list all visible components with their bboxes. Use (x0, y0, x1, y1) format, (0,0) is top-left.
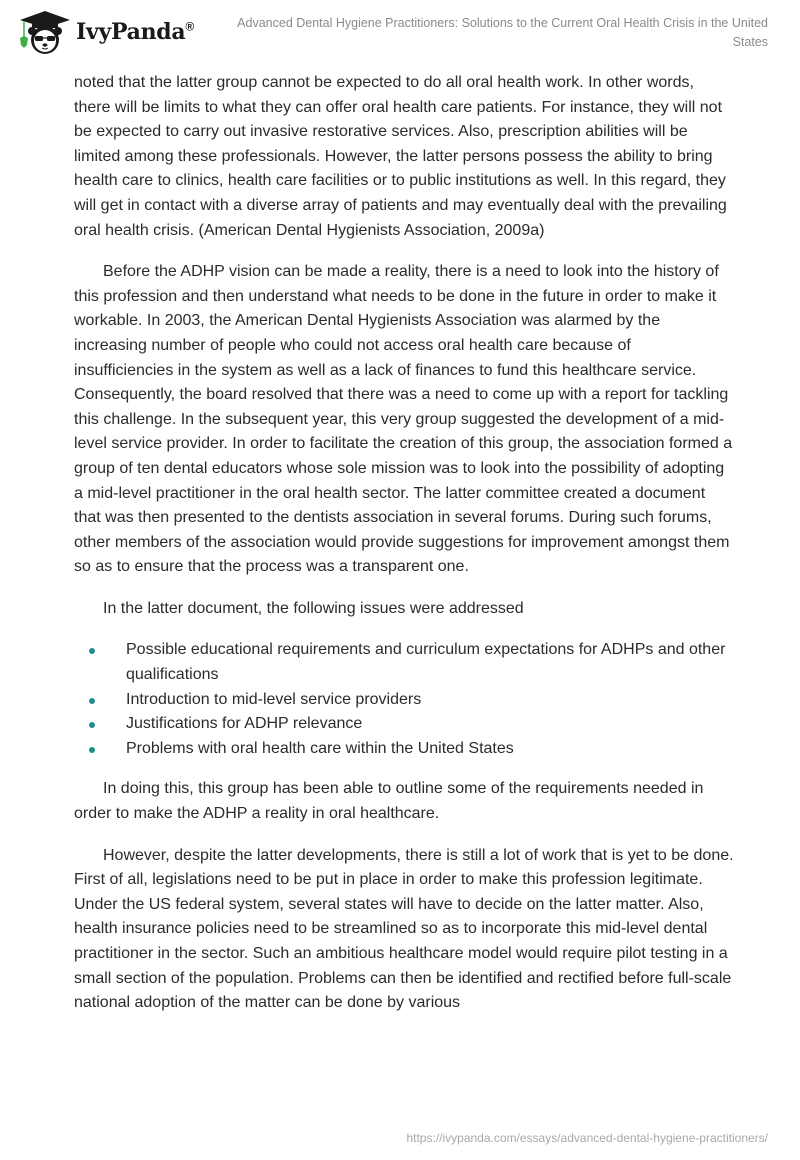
ivypanda-logo[interactable] (16, 8, 194, 56)
paragraph: However, despite the latter developments, there is still a lot of work that is yet to be done. First of all, legislations need to be put in place in order to make this profession legitimate. Under the US federal system, several states will have to decide on the latter matter. Also, health insurance policies need to be streamlined so as to incorporate this mid-level dental practitioner in the sector. Such an ambitious healthcare model would require pilot testing in a small section of the population. Problems can then be identified and rectified before full-scale national adoption of the matter can be done by various (74, 846, 734, 1012)
list-intro-paragraph: In the latter document, the following issues were addressed (103, 599, 524, 617)
paragraph: In doing this, this group has been able to outline some of the requirements needed in order to make the ADHP a reality in oral healthcare. (74, 780, 704, 823)
paragraph: noted that the latter group cannot be expected to do all oral health work. In other words, there will be limits to what they can offer oral health care patients. For instance, they will not be expected to carry out invasive restorative services. Also, prescription abilities will be limited among these professionals. However, the latter persons possess the ability to bring health care to clinics, health care facilities or to public institutions as well. In this regard, they will get in contact with a diverse array of patients and may eventually deal with the prevailing oral health crisis. (American Dental Hygienists Association, 2009a) (74, 74, 727, 239)
page-header (0, 0, 800, 60)
document-title: Advanced Dental Hygiene Practitioners: Solutions to the Current Oral Health Crisis in the United States (237, 16, 768, 49)
bullet-icon (89, 698, 95, 704)
source-url[interactable]: https://ivypanda.com/essays/advanced-dental-hygiene-practitioners/ (406, 1131, 768, 1145)
paragraph: Before the ADHP vision can be made a reality, there is a need to look into the history of this profession and then understand what needs to be done in the future in order to make it workable. In 2003, the American Dental Hygienists Association was alarmed by the increasing number of people who could not access oral health care because of insufficiencies in the system as well as a lack of finances to fund this healthcare service. Consequently, the board resolved that there was a need to come up with a report for tackling this challenge. In the subsequent year, this very group suggested the development of a mid-level service provider. In order to facilitate the creation of this group, the association formed a group of ten dental educators whose sole mission was to look into the possibility of adopting a mid-level practitioner in the oral health sector. The latter committee created a document that was then presented to the dentists association in several forums. During such forums, other members of the association would provide suggestions for improvement amongst them so as to ensure that the process was a transparent one. (74, 263, 733, 576)
panda-graduate-icon (16, 8, 74, 56)
bullet-icon (89, 722, 95, 728)
essay-content (74, 71, 734, 1033)
issues-list (74, 638, 734, 761)
list-item: Possible educational requirements and curriculum expectations for ADHPs and other qualifications (74, 638, 734, 687)
list-item: Problems with oral health care within the United States (74, 737, 734, 762)
bullet-icon (89, 648, 95, 654)
logo-wordmark: IvyPanda® (76, 19, 194, 45)
bullet-icon (89, 747, 95, 753)
list-item: Introduction to mid-level service providers (74, 688, 734, 713)
list-item: Justifications for ADHP relevance (74, 712, 734, 737)
